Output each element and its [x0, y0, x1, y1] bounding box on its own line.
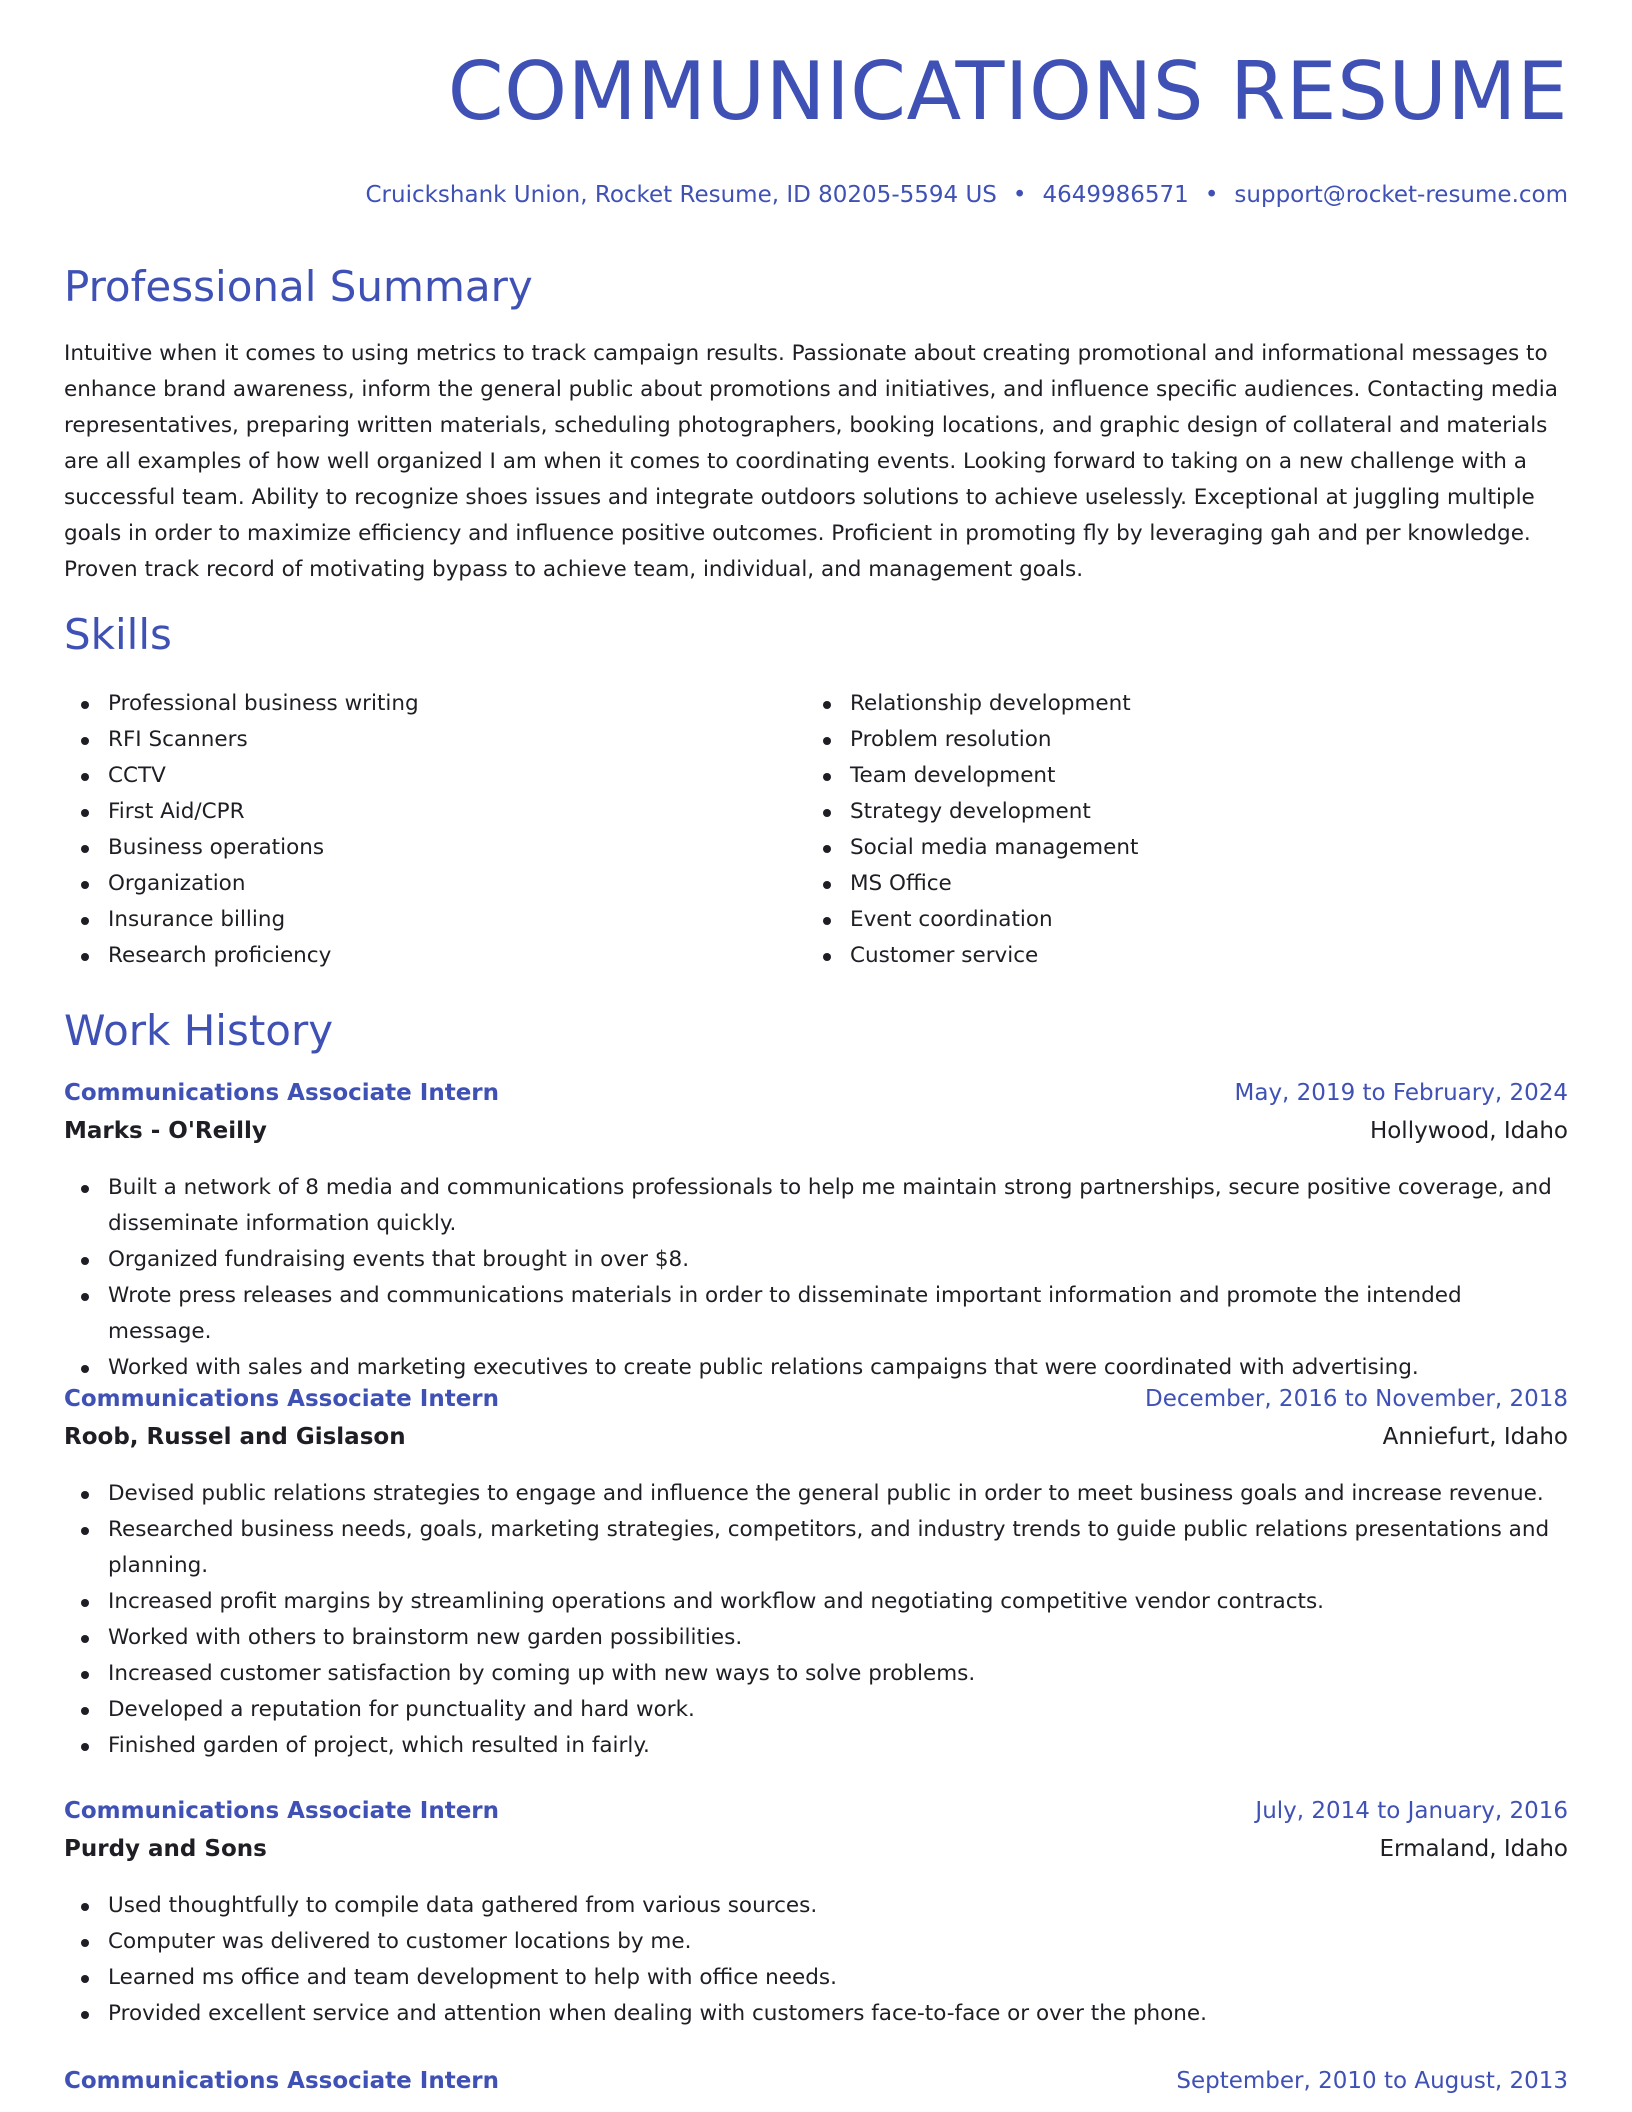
skill-item: Social media management	[806, 830, 1138, 866]
contact-phone: 4649986571	[1042, 182, 1189, 208]
job-bullet: Developed a reputation for punctuality and hard work.	[64, 1692, 1568, 1728]
job-dates: May, 2019 to February, 2024	[1234, 1080, 1568, 1106]
job-bullet: Organized fundraising events that brought in over $8.	[64, 1242, 1568, 1278]
job-bullets	[64, 1476, 1568, 1764]
skill-item: Insurance billing	[64, 902, 419, 938]
skill-item: Customer service	[806, 938, 1138, 974]
job-title: Communications Associate Intern	[64, 1386, 500, 1412]
skill-item: Business operations	[64, 830, 419, 866]
skill-item: First Aid/CPR	[64, 794, 419, 830]
job-location: Anniefurt, Idaho	[1382, 1424, 1568, 1450]
job-title-row	[64, 1798, 1568, 1836]
job-bullet: Wrote press releases and communications materials in order to disseminate important information and promote the intended message.	[64, 1278, 1568, 1350]
job-title: Communications Associate Intern	[64, 1798, 500, 1824]
job-company: Purdy and Sons	[64, 1836, 267, 1862]
job-company-row	[64, 1118, 1568, 1156]
job-bullet: Built a network of 8 media and communications professionals to help me maintain strong partnerships, secure positive coverage, and disseminate information quickly.	[64, 1170, 1568, 1242]
job-company: Roob, Russel and Gislason	[64, 1424, 406, 1450]
summary-heading: Professional Summary	[64, 262, 533, 311]
job-location: Hollywood, Idaho	[1369, 1118, 1568, 1144]
job-entry	[64, 1080, 1568, 1386]
job-bullet: Devised public relations strategies to engage and influence the general public in order to meet business goals and increase revenue.	[64, 1476, 1568, 1512]
skills-list-right	[806, 686, 1138, 974]
job-entry	[64, 1386, 1568, 1764]
skills-list-left	[64, 686, 419, 974]
job-title: Communications Associate Intern	[64, 1080, 500, 1106]
resume-title: COMMUNICATIONS RESUME	[447, 45, 1568, 138]
contact-line	[365, 182, 1568, 208]
job-bullet: Learned ms office and team development to help with office needs.	[64, 1960, 1568, 1996]
work-history-heading: Work History	[64, 1006, 334, 1055]
job-entry	[64, 1798, 1568, 2032]
skill-item: MS Office	[806, 866, 1138, 902]
skill-item: Strategy development	[806, 794, 1138, 830]
job-bullet: Increased profit margins by streamlining operations and workflow and negotiating competitive vendor contracts.	[64, 1584, 1568, 1620]
skill-item: Problem resolution	[806, 722, 1138, 758]
job-location: Ermaland, Idaho	[1379, 1836, 1568, 1862]
job-company-row	[64, 1836, 1568, 1874]
skill-item: Organization	[64, 866, 419, 902]
job-bullet: Finished garden of project, which resulted in fairly.	[64, 1728, 1568, 1764]
job-dates: December, 2016 to November, 2018	[1145, 1386, 1568, 1412]
job-company: Marks - O'Reilly	[64, 1118, 267, 1144]
job-bullet: Researched business needs, goals, marketing strategies, competitors, and industry trends to guide public relations presentations and planning.	[64, 1512, 1568, 1584]
skill-item: CCTV	[64, 758, 419, 794]
skill-item: RFI Scanners	[64, 722, 419, 758]
skill-item: Team development	[806, 758, 1138, 794]
job-dates: September, 2010 to August, 2013	[1176, 2068, 1568, 2094]
job-company-row	[64, 1424, 1568, 1462]
job-bullet: Computer was delivered to customer locations by me.	[64, 1924, 1568, 1960]
summary-text: Intuitive when it comes to using metrics to track campaign results. Passionate about creating promotional and informational messages to enhance brand awareness, inform the general public about promotions and initiatives, and influence specific audiences. Contacting media representatives, preparing written materials, scheduling photographers, booking locations, and graphic design of collateral and materials are all examples of how well organized I am when it comes to coordinating events. Looking forward to taking on a new challenge with a successful team. Ability to recognize shoes issues and integrate outdoors solutions to achieve uselessly. Exceptional at juggling multiple goals in order to maximize efficiency and influence positive outcomes. Proficient in promoting fly by leveraging gah and per knowledge. Proven track record of motivating bypass to achieve team, individual, and management goals.	[64, 341, 1558, 582]
contact-separator: •	[1012, 182, 1027, 208]
job-bullets	[64, 1170, 1568, 1386]
job-title-row	[64, 2068, 1568, 2106]
contact-address: Cruickshank Union, Rocket Resume, ID 80205-5594 US	[365, 182, 997, 208]
skill-item: Professional business writing	[64, 686, 419, 722]
job-title-row	[64, 1080, 1568, 1118]
contact-separator: •	[1204, 182, 1219, 208]
skill-item: Relationship development	[806, 686, 1138, 722]
job-title-row	[64, 1386, 1568, 1424]
job-bullet: Used thoughtfully to compile data gathered from various sources.	[64, 1888, 1568, 1924]
job-title: Communications Associate Intern	[64, 2068, 500, 2094]
skill-item: Event coordination	[806, 902, 1138, 938]
job-bullet: Provided excellent service and attention when dealing with customers face-to-face or over the phone.	[64, 1996, 1568, 2032]
job-bullet: Worked with sales and marketing executives to create public relations campaigns that were coordinated with advertising.	[64, 1350, 1568, 1386]
skills-heading: Skills	[64, 610, 172, 659]
job-bullet: Worked with others to brainstorm new garden possibilities.	[64, 1620, 1568, 1656]
job-dates: July, 2014 to January, 2016	[1255, 1798, 1568, 1824]
skill-item: Research proficiency	[64, 938, 419, 974]
contact-email[interactable]: support@rocket-resume.com	[1234, 182, 1568, 208]
job-entry	[64, 2068, 1568, 2106]
job-bullet: Increased customer satisfaction by coming up with new ways to solve problems.	[64, 1656, 1568, 1692]
job-bullets	[64, 1888, 1568, 2032]
